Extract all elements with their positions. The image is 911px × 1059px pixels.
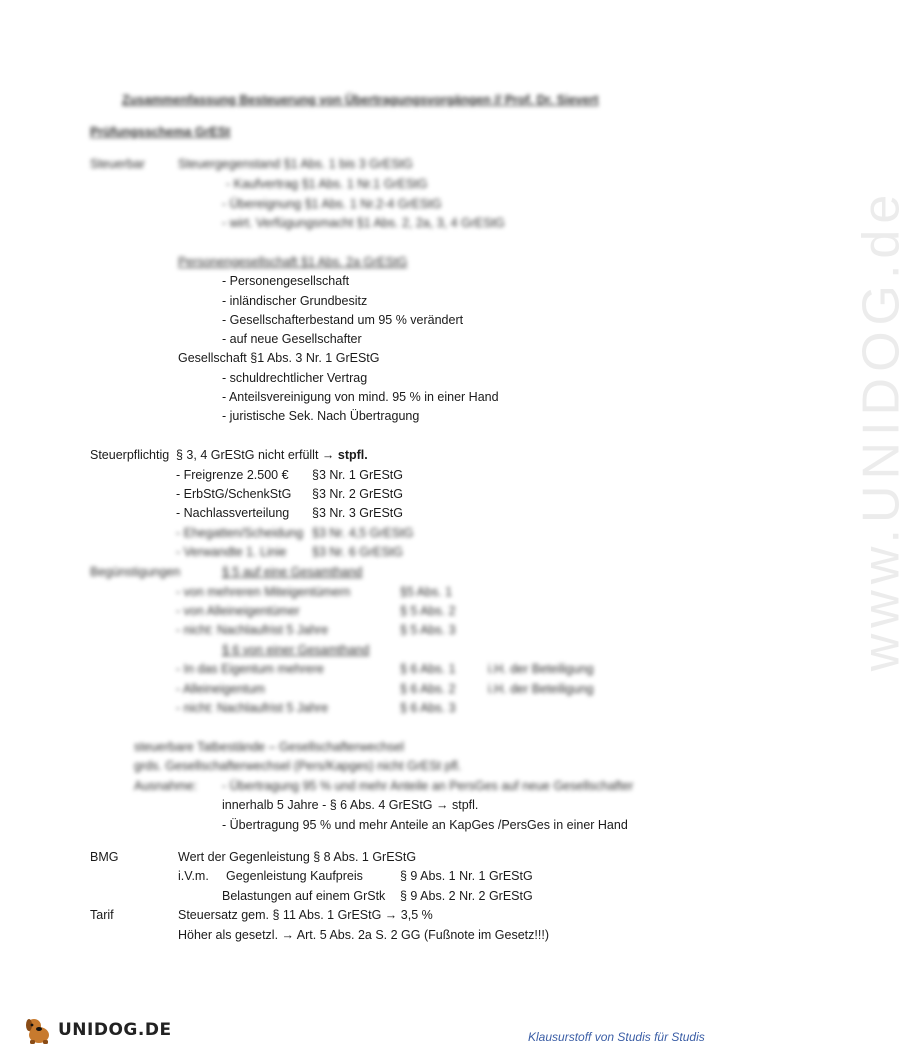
text-line: grds. Gesellschafterwechsel (Pers/Kapges) nicht GrESt pfl. <box>134 759 462 773</box>
text-line: - nicht: Nachlaufrist 5 Jahre <box>176 701 329 715</box>
text-line: - nicht: Nachlaufrist 5 Jahre <box>176 623 329 637</box>
text-line: - Übertragung 95 % und mehr Anteile an KapGes /PersGes in einer Hand <box>222 818 628 832</box>
text-line: § 5 auf eine Gesamthand <box>222 565 363 579</box>
text-line: §3 Nr. 1 GrEStG <box>312 468 404 482</box>
text-line: § 6 von einer Gesamthand <box>222 643 370 657</box>
text-line: § 5 Abs. 2 <box>400 604 456 618</box>
text-line: - In das Eigentum mehrere <box>176 662 324 676</box>
text-line: § 9 Abs. 1 Nr. 1 GrEStG <box>400 869 533 883</box>
text-line: Steuersatz gem. § 11 Abs. 1 GrEStG → 3,5 % <box>178 908 433 922</box>
text-line: - Personengesellschaft <box>222 274 350 288</box>
footer-tagline: Klausurstoff von Studis für Studis <box>528 1030 705 1044</box>
label-steuerpflichtig: Steuerpflichtig <box>90 448 170 462</box>
text-line: Personengesellschaft §1 Abs. 2a GrEStG <box>178 255 408 269</box>
text-line: - schuldrechtlicher Vertrag <box>222 371 368 385</box>
text-line: - Übereignung §1 Abs. 1 Nr.2-4 GrEStG <box>222 197 442 211</box>
text-line: - Übertragung 95 % und mehr Anteile an PersGes auf neue Gesellschafter <box>222 779 634 793</box>
text-line: §3 Nr. 4,5 GrEStG <box>312 526 414 540</box>
dog-icon <box>22 1013 56 1047</box>
text-line: Steuergegenstand §1 Abs. 1 bis 3 GrEStG <box>178 157 413 171</box>
watermark: www.UNIDOG.de <box>852 188 911 672</box>
text-line: § 9 Abs. 2 Nr. 2 GrEStG <box>400 889 533 903</box>
text-line: §3 Nr. 2 GrEStG <box>312 487 404 501</box>
text-line: Gesellschaft §1 Abs. 3 Nr. 1 GrEStG <box>178 351 380 365</box>
text-line: - Freigrenze 2.500 € <box>176 468 289 482</box>
section-heading: Prüfungsschema GrESt <box>90 125 231 139</box>
text-line: - Verwandte 1. Linie <box>176 545 287 559</box>
text-line: - wirt. Verfügungsmacht §1 Abs. 2, 2a, 3, 4 GrEStG <box>222 216 505 230</box>
label-bmg: BMG <box>90 850 119 864</box>
text-line: § 6 Abs. 2 <box>400 682 456 696</box>
text-line: - von Alleineigentümer <box>176 604 300 618</box>
text-line: - juristische Sek. Nach Übertragung <box>222 409 420 423</box>
text-line: - von mehreren Miteigentümern <box>176 585 351 599</box>
text-line: Belastungen auf einem GrStk <box>222 889 386 903</box>
unidog-logo[interactable] <box>22 1012 172 1048</box>
text-line: i.V.m. <box>178 869 209 883</box>
text-line: - inländischer Grundbesitz <box>222 294 368 308</box>
text-line: - Alleineigentum <box>176 682 265 696</box>
text-line: § 3, 4 GrEStG nicht erfüllt → stpfl. <box>176 448 368 462</box>
text-line: Ausnahme: <box>134 779 198 793</box>
text-line: § 5 Abs. 3 <box>400 623 456 637</box>
text-line: § 6 Abs. 1 <box>400 662 456 676</box>
text-line: innerhalb 5 Jahre - § 6 Abs. 4 GrEStG → stpfl. <box>222 798 479 812</box>
text-line: i.H. der Beteiligung <box>488 682 594 696</box>
label-tarif: Tarif <box>90 908 114 922</box>
text-line: - Ehegatten/Scheidung <box>176 526 304 540</box>
text-line: Höher als gesetzl. → Art. 5 Abs. 2a S. 2 GG (Fußnote im Gesetz!!!) <box>178 928 549 942</box>
label-beguenstigungen: Begünstigungen <box>90 565 181 579</box>
text-line: Gegenleistung Kaufpreis <box>226 869 363 883</box>
text-line: i.H. der Beteiligung <box>488 662 594 676</box>
brand-name: UNIDOG.DE <box>58 1020 172 1040</box>
text-line: §5 Abs. 1 <box>400 585 453 599</box>
text-line: Wert der Gegenleistung § 8 Abs. 1 GrEStG <box>178 850 417 864</box>
text-line: - Kaufvertrag §1 Abs. 1 Nr.1 GrEStG <box>226 177 428 191</box>
text-line: steuerbare Tatbestände – Gesellschafterwechsel <box>134 740 405 754</box>
text-line: - Nachlassverteilung <box>176 506 290 520</box>
text-line: - Anteilsvereinigung von mind. 95 % in einer Hand <box>222 390 499 404</box>
document-title: Zusammenfassung Besteuerung von Übertragungsvorgängen // Prof. Dr. Sievert <box>122 93 599 107</box>
text-line: §3 Nr. 6 GrEStG <box>312 545 404 559</box>
text-line: - auf neue Gesellschafter <box>222 332 362 346</box>
text-line: §3 Nr. 3 GrEStG <box>312 506 404 520</box>
text-line: § 6 Abs. 3 <box>400 701 456 715</box>
text-line: - Gesellschafterbestand um 95 % verändert <box>222 313 464 327</box>
label-steuerbar: Steuerbar <box>90 157 145 171</box>
text-line: - ErbStG/SchenkStG <box>176 487 292 501</box>
